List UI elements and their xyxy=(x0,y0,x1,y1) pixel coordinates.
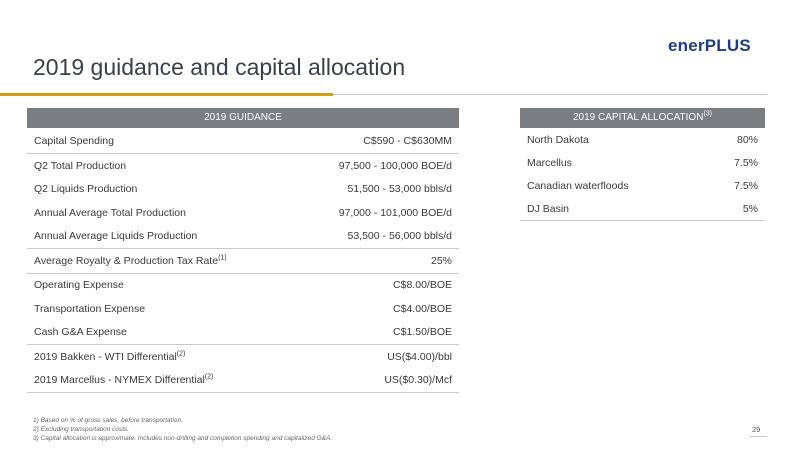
row-value: 80% xyxy=(736,133,758,146)
row-value: C$1.50/BOE xyxy=(393,326,452,339)
guidance-row-group xyxy=(27,274,459,346)
row-label-text: Q2 Total Production xyxy=(34,159,127,172)
allocation-header-label: 2019 CAPITAL ALLOCATION xyxy=(573,112,704,123)
logo-text-ener: ener xyxy=(668,36,705,55)
title-underline xyxy=(333,94,767,95)
table-row xyxy=(27,178,459,202)
row-label: Marcellus xyxy=(527,156,572,169)
row-label-text: 2019 Bakken - WTI Differential xyxy=(34,350,177,363)
table-row xyxy=(27,128,459,153)
row-label xyxy=(34,374,213,386)
row-label-text: Capital Spending xyxy=(34,134,114,147)
table-row xyxy=(27,201,459,225)
guidance-row-group xyxy=(27,154,459,249)
allocation-table-header xyxy=(520,108,765,128)
row-label: Canadian waterfloods xyxy=(527,179,629,192)
footnote-1: 1) Based on % of gross sales, before transportation. xyxy=(33,417,183,424)
footnotes xyxy=(33,416,332,443)
row-value: US($0.30)/Mcf xyxy=(384,374,452,387)
guidance-row-group xyxy=(27,128,459,154)
row-value: 97,500 - 100,000 BOE/d xyxy=(338,159,452,172)
table-row xyxy=(27,274,459,298)
row-label: North Dakota xyxy=(527,133,589,146)
guidance-table-header: 2019 GUIDANCE xyxy=(27,108,459,128)
row-label-text: Cash G&A Expense xyxy=(34,326,127,339)
page-number-rule xyxy=(750,436,767,437)
table-row xyxy=(27,369,459,393)
row-value: C$4.00/BOE xyxy=(393,302,452,315)
row-value: C$590 - C$630MM xyxy=(363,134,452,147)
row-label-text: Annual Average Liquids Production xyxy=(34,230,198,243)
table-row xyxy=(520,128,765,151)
footnote-3: 3) Capital allocation is approximate. Includes non-drilling and completion spending and capitalized G&A. xyxy=(33,435,333,442)
allocation-header-footnote: (3) xyxy=(703,110,712,118)
row-value: C$8.00/BOE xyxy=(393,279,452,292)
page-title: 2019 guidance and capital allocation xyxy=(33,54,406,80)
table-row xyxy=(520,197,765,220)
row-value: 53,500 - 56,000 bbls/d xyxy=(347,230,452,243)
row-label-text: Average Royalty & Production Tax Rate xyxy=(34,254,219,267)
row-value: 51,500 - 53,000 bbls/d xyxy=(347,183,452,196)
row-label xyxy=(34,303,145,315)
company-logo xyxy=(668,36,751,56)
guidance-table xyxy=(27,108,459,393)
table-row xyxy=(27,249,459,273)
row-label xyxy=(34,183,137,195)
row-value: 5% xyxy=(742,202,758,215)
row-label-text: Transportation Expense xyxy=(34,302,146,315)
title-underline-accent xyxy=(0,93,333,96)
row-label xyxy=(34,135,114,147)
guidance-row-group xyxy=(27,249,459,274)
row-value: 25% xyxy=(430,254,452,267)
table-row xyxy=(27,297,459,321)
row-label xyxy=(34,207,186,219)
table-row xyxy=(520,174,765,197)
footnote-ref: (2) xyxy=(204,373,214,381)
row-value: US($4.00)/bbl xyxy=(387,350,452,363)
guidance-row-group xyxy=(27,345,459,393)
row-label xyxy=(34,230,197,242)
row-value: 7.5% xyxy=(734,156,758,169)
table-row xyxy=(520,151,765,174)
table-row xyxy=(27,154,459,178)
row-label-text: Operating Expense xyxy=(34,279,124,292)
page-number: 29 xyxy=(752,425,761,434)
allocation-table-body xyxy=(520,128,765,221)
table-row xyxy=(27,321,459,345)
capital-allocation-table xyxy=(520,108,765,221)
row-label xyxy=(34,160,126,172)
footnote-ref: (2) xyxy=(176,350,186,358)
logo-text-plus: PLUS xyxy=(704,36,751,55)
row-label-text: Q2 Liquids Production xyxy=(34,183,138,196)
footnote-ref: (1) xyxy=(218,254,227,262)
row-label xyxy=(34,255,227,267)
row-label xyxy=(34,351,185,363)
row-label xyxy=(34,279,124,291)
row-label-text: Annual Average Total Production xyxy=(34,206,186,219)
row-value: 7.5% xyxy=(734,179,758,192)
row-label: DJ Basin xyxy=(527,202,570,215)
row-label xyxy=(34,326,127,338)
guidance-table-body xyxy=(27,128,459,393)
row-label-text: 2019 Marcellus - NYMEX Differential xyxy=(34,374,205,387)
table-row xyxy=(27,225,459,249)
row-value: 97,000 - 101,000 BOE/d xyxy=(338,206,452,219)
table-row xyxy=(27,345,459,369)
footnote-2: 2) Excluding transportation costs. xyxy=(33,426,130,433)
